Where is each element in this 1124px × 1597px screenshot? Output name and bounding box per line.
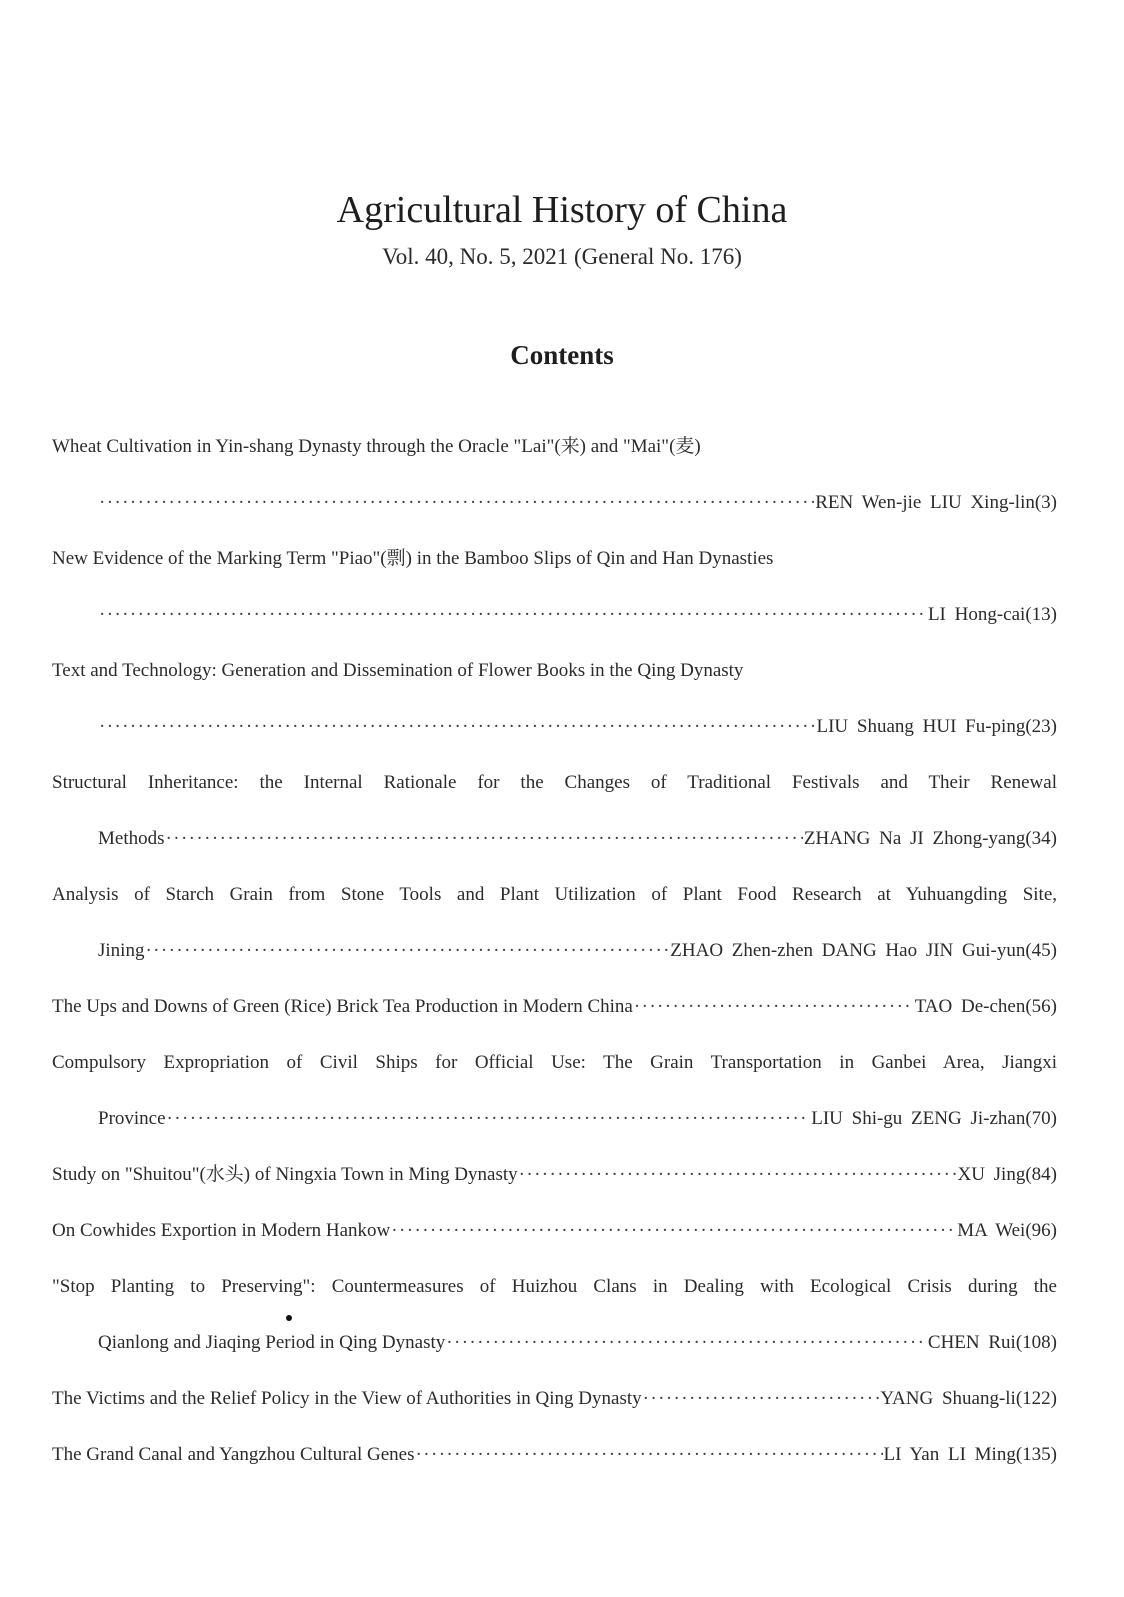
toc-entry-title: Compulsory Expropriation of Civil Ships for Official Use: The Grain Transportation in Ganbei Area, Jiangxi [52, 1052, 1057, 1073]
toc-entry-leader-line [98, 1330, 1057, 1356]
toc-entry-page: (56) [1025, 996, 1057, 1017]
toc-entry-authors: MA Wei [957, 1220, 1026, 1241]
toc-entry-title: Text and Technology: Generation and Dissemination of Flower Books in the Qing Dynasty [52, 660, 744, 681]
dot-leader [99, 714, 815, 740]
toc-entry-leader-line [52, 1386, 1057, 1412]
toc-entry-leader-line [98, 490, 1057, 516]
issue-info: Vol. 40, No. 5, 2021 (General No. 176) [382, 244, 742, 269]
toc-entry-title-continuation: Methods [98, 828, 165, 849]
dot-leader [391, 1218, 956, 1244]
toc-entry-authors: REN Wen-jie LIU Xing-lin [815, 492, 1035, 513]
toc-entry-leader-line [98, 602, 1057, 628]
toc-entry-title: On Cowhides Exportion in Modern Hankow [52, 1220, 391, 1241]
toc-entry-page: (135) [1015, 1444, 1057, 1465]
dot-leader [519, 1162, 957, 1188]
toc-entry-authors: XU Jing [957, 1164, 1026, 1185]
dot-leader [99, 602, 927, 628]
toc-entry-authors: CHEN Rui [927, 1332, 1016, 1353]
dot-leader [166, 826, 803, 852]
toc-entry-authors: LI Hong-cai [927, 604, 1026, 625]
toc-entry-leader-line [52, 1218, 1057, 1244]
ink-spot [286, 1315, 292, 1321]
toc-entry-title: Study on "Shuitou"(水头) of Ningxia Town in Ming Dynasty [52, 1164, 518, 1185]
journal-title: Agricultural History of China [336, 189, 788, 231]
toc-entry-title: The Ups and Downs of Green (Rice) Brick Tea Production in Modern China [52, 996, 633, 1017]
toc-entry-title-continuation: Qianlong and Jiaqing Period in Qing Dynasty [98, 1332, 446, 1353]
dot-leader [145, 938, 669, 964]
toc-entry-title: Wheat Cultivation in Yin-shang Dynasty through the Oracle "Lai"(来) and "Mai"(麦) [52, 436, 701, 457]
toc-entry-page: (3) [1034, 492, 1057, 513]
toc-entry-authors: TAO De-chen [914, 996, 1026, 1017]
contents-heading: Contents [510, 340, 614, 370]
toc-entry-leader-line [98, 938, 1057, 964]
dot-leader [446, 1330, 927, 1356]
toc-entry-page: (70) [1025, 1108, 1057, 1129]
dot-leader [416, 1442, 883, 1468]
toc-entry-title: "Stop Planting to Preserving": Countermeasures of Huizhou Clans in Dealing with Ecological Crisis during the [52, 1276, 1057, 1297]
toc-entry-leader-line [98, 714, 1057, 740]
toc-entry-title: The Grand Canal and Yangzhou Cultural Genes [52, 1444, 415, 1465]
dot-leader [643, 1386, 880, 1412]
dot-leader [634, 994, 914, 1020]
toc-entry-title: Structural Inheritance: the Internal Rationale for the Changes of Traditional Festivals and Their Renewal [52, 772, 1057, 793]
toc-entry-authors: LIU Shi-gu ZENG Ji-zhan [811, 1108, 1026, 1129]
toc-entry-page: (108) [1015, 1332, 1057, 1353]
toc-entry-page: (84) [1025, 1164, 1057, 1185]
toc-entry-page: (34) [1025, 828, 1057, 849]
toc-entry-leader-line [52, 1162, 1057, 1188]
dot-leader [167, 1106, 811, 1132]
toc-entry-page: (23) [1025, 716, 1057, 737]
toc-entry-leader-line [98, 1106, 1057, 1132]
toc-entry-title: Analysis of Starch Grain from Stone Tools and Plant Utilization of Plant Food Research at Yuhuangding Site, [52, 884, 1057, 905]
toc-entry-leader-line [98, 826, 1057, 852]
toc-entry-authors: LIU Shuang HUI Fu-ping [816, 716, 1026, 737]
dot-leader [99, 490, 814, 516]
toc-entry-authors: ZHAO Zhen-zhen DANG Hao JIN Gui-yun [670, 940, 1026, 961]
toc-entry-page: (122) [1015, 1388, 1057, 1409]
toc-entry-leader-line [52, 994, 1057, 1020]
toc-entry-page: (13) [1025, 604, 1057, 625]
toc-entry-title-continuation: Province [98, 1108, 166, 1129]
toc-entry-page: (96) [1025, 1220, 1057, 1241]
toc-entry-authors: YANG Shuang-li [880, 1388, 1016, 1409]
toc-entry-title: The Victims and the Relief Policy in the View of Authorities in Qing Dynasty [52, 1388, 642, 1409]
toc-entry-title-continuation: Jining [98, 940, 145, 961]
toc-entry-title: New Evidence of the Marking Term "Piao"(剽) in the Bamboo Slips of Qin and Han Dynasties [52, 548, 774, 569]
toc-entry-leader-line [52, 1442, 1057, 1468]
toc-entry-authors: ZHANG Na JI Zhong-yang [803, 828, 1026, 849]
toc-entry-page: (45) [1025, 940, 1057, 961]
toc-entry-authors: LI Yan LI Ming [883, 1444, 1016, 1465]
